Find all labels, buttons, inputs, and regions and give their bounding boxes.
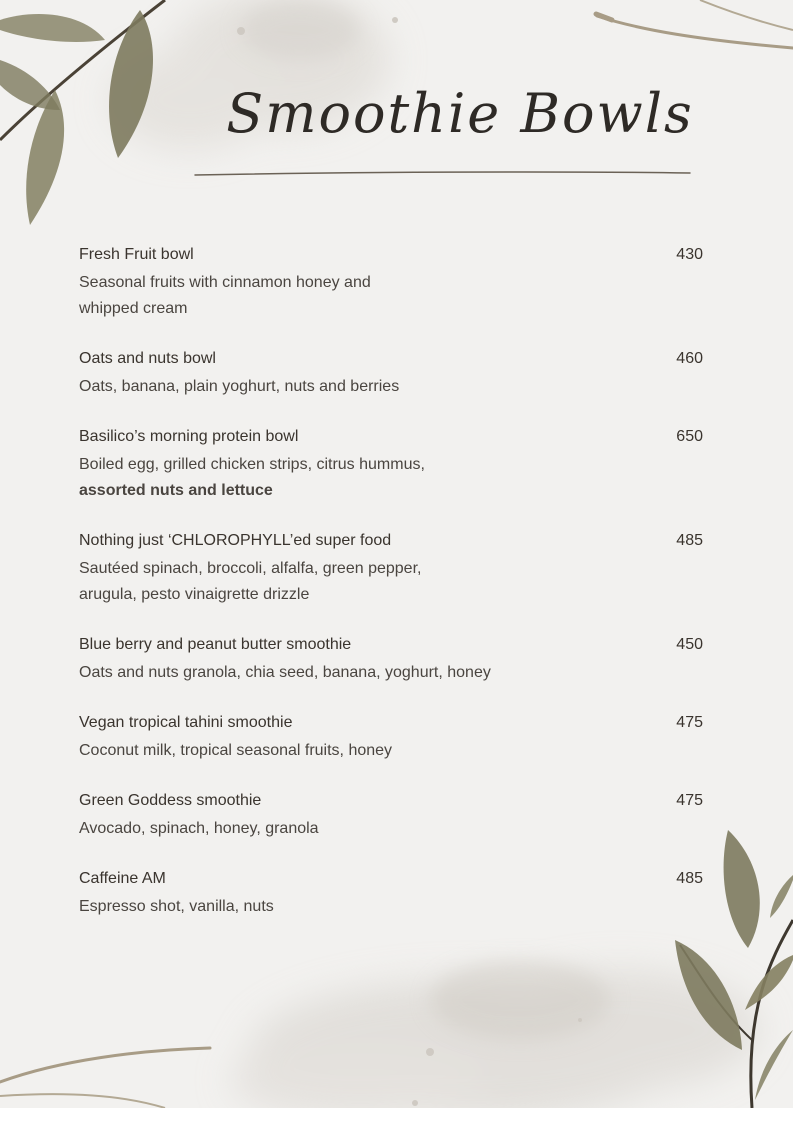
menu-item-description-line: Espresso shot, vanilla, nuts xyxy=(79,898,274,915)
menu-title: Smoothie Bowls xyxy=(226,82,694,145)
menu-item-name: Blue berry and peanut butter smoothie xyxy=(79,636,352,653)
menu-item-description-line: Oats, banana, plain yoghurt, nuts and berries xyxy=(79,378,400,395)
menu-item-description-line: Sautéed spinach, broccoli, alfalfa, green pepper, xyxy=(79,560,422,577)
menu-item-price: 475 xyxy=(676,792,703,809)
menu-item xyxy=(79,348,703,400)
menu-item-description xyxy=(79,660,703,686)
menu-item xyxy=(79,868,703,920)
menu-item-description-line: Seasonal fruits with cinnamon honey and xyxy=(79,274,371,291)
menu-item-description xyxy=(79,452,703,504)
menu-item-name: Basilico’s morning protein bowl xyxy=(79,428,299,445)
menu-item-description xyxy=(79,816,703,842)
menu-item-description xyxy=(79,738,703,764)
menu-item xyxy=(79,530,703,608)
menu-item-description-line: Oats and nuts granola, chia seed, banana, yoghurt, honey xyxy=(79,664,491,681)
menu-item-description-line: Boiled egg, grilled chicken strips, citrus hummus, xyxy=(79,456,425,473)
menu-item-name: Vegan tropical tahini smoothie xyxy=(79,714,293,731)
menu-item-description-line: assorted nuts and lettuce xyxy=(79,482,273,499)
menu-item-price: 460 xyxy=(676,350,703,367)
menu-item-name: Green Goddess smoothie xyxy=(79,792,262,809)
menu-item-price: 650 xyxy=(676,428,703,445)
menu-item-description xyxy=(79,374,703,400)
menu-item-description-line: arugula, pesto vinaigrette drizzle xyxy=(79,586,310,603)
menu-item-price: 430 xyxy=(676,246,703,263)
menu-item-name: Caffeine AM xyxy=(79,870,166,887)
menu-item-description-line: whipped cream xyxy=(79,300,188,317)
menu-item xyxy=(79,426,703,504)
menu-item xyxy=(79,712,703,764)
menu-item-price: 485 xyxy=(676,532,703,549)
menu-item-price: 475 xyxy=(676,714,703,731)
menu-item-name: Nothing just ‘CHLOROPHYLL’ed super food xyxy=(79,532,392,549)
menu-item xyxy=(79,244,703,322)
menu-item-name: Oats and nuts bowl xyxy=(79,350,216,367)
menu-item-price: 485 xyxy=(676,870,703,887)
menu-item-name: Fresh Fruit bowl xyxy=(79,246,194,263)
menu-item-description-line: Avocado, spinach, honey, granola xyxy=(79,820,319,837)
menu-item-price: 450 xyxy=(676,636,703,653)
menu-item xyxy=(79,790,703,842)
menu-item-description xyxy=(79,894,703,920)
menu-item-description xyxy=(79,270,703,322)
menu-item xyxy=(79,634,703,686)
menu-item-description-line: Coconut milk, tropical seasonal fruits, honey xyxy=(79,742,393,759)
menu-item-description xyxy=(79,556,703,608)
